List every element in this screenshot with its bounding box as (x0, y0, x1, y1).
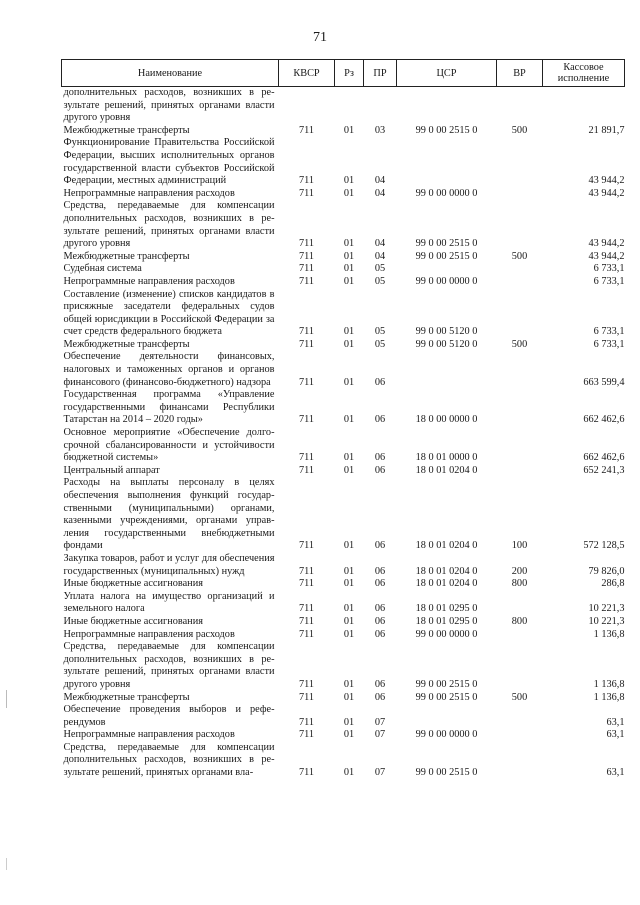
cell-amount: 43 944,2 (588, 175, 625, 187)
cell-name: Непрограммные направления расходов (63, 628, 235, 640)
table-row (62, 200, 625, 250)
cell-amount: 10 221,3 (588, 615, 625, 627)
cell-amount: 1 136,8 (593, 678, 625, 690)
table-row (62, 578, 625, 591)
cell-amount: 663 599,4 (583, 376, 625, 388)
cell-amount: 63,1 (606, 729, 625, 741)
cell-name: Основное мероприятие «Обеспечение долгосрочной сбалансированности и устойчивости бюджетной системы» (63, 427, 275, 464)
table-row (62, 251, 625, 264)
cell-csr: 18 0 01 0295 0 (415, 603, 478, 615)
table-header (62, 60, 625, 87)
cell-name: Иные бюджетные ассигнования (63, 615, 203, 627)
header-vr: ВР (497, 60, 543, 87)
cell-rz: 01 (343, 603, 355, 615)
cell-csr (397, 704, 497, 729)
header-name: Наименование (62, 60, 279, 87)
cell-amount: 652 241,3 (583, 464, 625, 476)
cell-name: Средства, передаваемые для компенсации дополнительных расходов, возникших в результате решений, принятых органами вла- (63, 741, 275, 779)
cell-kvsr: 711 (298, 175, 315, 187)
cell-pr: 07 (374, 767, 386, 779)
cell-kvsr: 711 (298, 464, 315, 476)
cell-rz: 01 (343, 540, 355, 552)
cell-pr: 07 (374, 716, 386, 728)
cell-rz: 01 (343, 678, 355, 690)
cell-rz: 01 (343, 338, 355, 350)
table-row (62, 641, 625, 691)
cell-name: Непрограммные направления расходов (63, 275, 235, 287)
cell-rz: 01 (343, 275, 355, 287)
table-row (62, 263, 625, 276)
cell-csr (397, 137, 497, 187)
cell-vr: 500 (511, 124, 528, 136)
cell-vr (497, 137, 543, 187)
cell-vr: 500 (511, 250, 528, 262)
cell-amount: 6 733,1 (593, 263, 625, 275)
cell-kvsr: 711 (298, 238, 315, 250)
cell-kvsr: 711 (298, 124, 315, 136)
cell-rz: 01 (343, 263, 355, 275)
table-row (62, 729, 625, 742)
cell-rz: 01 (343, 565, 355, 577)
table-row (62, 465, 625, 478)
cell-amount: 662 462,6 (583, 414, 625, 426)
cell-vr (497, 427, 543, 465)
cell-amount: 1 136,8 (593, 628, 625, 640)
cell-csr: 18 0 00 0000 0 (415, 414, 478, 426)
cell-amount: 572 128,5 (583, 540, 625, 552)
cell-kvsr: 711 (298, 326, 315, 338)
cell-name: Составление (изменение) списков кандидатов в присяжные заседатели федеральных судов общей юрисдикции в Российской Федерации за счет средств федерального бюджета (63, 288, 275, 338)
cell-kvsr: 711 (298, 263, 315, 275)
cell-vr: 800 (511, 578, 528, 590)
cell-amount: 43 944,2 (588, 187, 625, 199)
table-row (62, 389, 625, 427)
cell-kvsr: 711 (298, 615, 315, 627)
cell-csr: 18 0 01 0204 0 (415, 540, 478, 552)
cell-pr: 06 (374, 376, 386, 388)
table-row (62, 477, 625, 553)
cell-csr: 99 0 00 2515 0 (415, 767, 478, 779)
margin-mark (6, 858, 7, 870)
cell-amount: 6 733,1 (593, 275, 625, 287)
cell-amount: 43 944,2 (588, 250, 625, 262)
cell-kvsr: 711 (298, 678, 315, 690)
cell-amount: 286,8 (601, 578, 625, 590)
cell-pr (364, 87, 397, 125)
cell-rz: 01 (343, 615, 355, 627)
cell-rz: 01 (343, 175, 355, 187)
cell-name: Межбюджетные трансферты (63, 691, 190, 703)
cell-pr: 06 (374, 628, 386, 640)
cell-name: Межбюджетные трансферты (63, 250, 190, 262)
cell-kvsr: 711 (298, 691, 315, 703)
cell-csr: 99 0 00 5120 0 (415, 338, 478, 350)
cell-rz: 01 (343, 187, 355, 199)
cell-name: Непрограммные направления расходов (63, 187, 235, 199)
cell-csr: 99 0 00 2515 0 (415, 250, 478, 262)
cell-csr: 99 0 00 0000 0 (415, 729, 478, 741)
cell-pr: 03 (374, 124, 386, 136)
cell-csr: 99 0 00 0000 0 (415, 275, 478, 287)
cell-csr: 99 0 00 2515 0 (415, 238, 478, 250)
cell-pr: 06 (374, 540, 386, 552)
cell-kvsr: 711 (298, 729, 315, 741)
cell-pr: 05 (374, 326, 386, 338)
cell-vr (497, 729, 543, 742)
cell-pr: 06 (374, 452, 386, 464)
cell-name: дополнительных расходов, возникших в результате решений, принятых органами власти другого уровня (63, 87, 275, 124)
table-row (62, 616, 625, 629)
cell-kvsr: 711 (298, 628, 315, 640)
cell-pr: 05 (374, 275, 386, 287)
cell-name: Функционирование Правительства Российской Федерации, высших исполнительных органов государственной власти субъектов Российской Федерации, местных администраций (63, 137, 275, 187)
table-body (62, 87, 625, 780)
table-row (62, 591, 625, 616)
cell-vr: 100 (511, 540, 528, 552)
cell-kvsr: 711 (298, 250, 315, 262)
cell-pr: 06 (374, 578, 386, 590)
cell-vr: 500 (511, 338, 528, 350)
cell-csr: 99 0 00 5120 0 (415, 326, 478, 338)
cell-pr: 06 (374, 615, 386, 627)
cell-name: Межбюджетные трансферты (63, 124, 190, 136)
cell-pr: 06 (374, 603, 386, 615)
cell-kvsr: 711 (298, 414, 315, 426)
header-kvsr: КВСР (279, 60, 335, 87)
cell-rz: 01 (343, 628, 355, 640)
cell-kvsr: 711 (298, 452, 315, 464)
cell-rz: 01 (343, 464, 355, 476)
table-row (62, 553, 625, 578)
table-row (62, 137, 625, 187)
cell-amount: 21 891,7 (588, 124, 625, 136)
cell-vr (497, 351, 543, 389)
table-row (62, 742, 625, 780)
cell-vr (497, 641, 543, 691)
budget-execution-table (61, 59, 625, 780)
cell-name: Межбюджетные трансферты (63, 338, 190, 350)
cell-name: Центральный аппарат (63, 464, 160, 476)
cell-vr: 800 (511, 615, 528, 627)
table-row (62, 351, 625, 389)
cell-amount: 662 462,6 (583, 452, 625, 464)
cell-kvsr: 711 (298, 603, 315, 615)
cell-amount: 63,1 (606, 716, 625, 728)
cell-csr (397, 351, 497, 389)
cell-vr (497, 289, 543, 339)
cell-vr (497, 276, 543, 289)
cell-amount: 43 944,2 (588, 238, 625, 250)
cell-kvsr: 711 (298, 275, 315, 287)
cell-rz: 01 (343, 767, 355, 779)
cell-name: Закупка товаров, работ и услуг для обеспечения государственных (муниципальных) нужд (63, 552, 275, 577)
cell-kvsr: 711 (298, 338, 315, 350)
cell-pr: 06 (374, 565, 386, 577)
table-row (62, 289, 625, 339)
cell-amount: 10 221,3 (588, 603, 625, 615)
cell-csr: 99 0 00 0000 0 (415, 187, 478, 199)
cell-amount (543, 87, 625, 125)
table-row (62, 704, 625, 729)
cell-name: Уплата налога на имущество организаций и земельного налога (63, 590, 275, 615)
header-pr: ПР (364, 60, 397, 87)
cell-amount: 6 733,1 (593, 338, 625, 350)
cell-vr: 500 (511, 691, 528, 703)
cell-kvsr: 711 (298, 716, 315, 728)
cell-vr (497, 704, 543, 729)
table-row (62, 427, 625, 465)
cell-vr (497, 389, 543, 427)
table-row (62, 692, 625, 705)
header-rz: Рз (335, 60, 364, 87)
cell-name: Расходы на выплаты персоналу в целях обеспечения выполнения функций государственными (муниципальными) органами, казенными учреждениями, органами управления государственными внебюджетными фондами (63, 477, 275, 552)
margin-mark (6, 690, 7, 708)
cell-rz (335, 87, 364, 125)
cell-csr: 99 0 00 2515 0 (415, 678, 478, 690)
cell-pr: 05 (374, 338, 386, 350)
header-amount: Кассовое исполнение (543, 60, 625, 87)
cell-vr (497, 263, 543, 276)
cell-pr: 04 (374, 187, 386, 199)
cell-kvsr: 711 (298, 767, 315, 779)
cell-csr: 18 0 01 0204 0 (415, 578, 478, 590)
cell-vr (497, 200, 543, 250)
cell-kvsr: 711 (298, 376, 315, 388)
cell-rz: 01 (343, 691, 355, 703)
cell-rz: 01 (343, 250, 355, 262)
cell-rz: 01 (343, 414, 355, 426)
cell-rz: 01 (343, 452, 355, 464)
cell-name: Средства, передаваемые для компенсации дополнительных расходов, возникших в результате решений, принятых органами власти другого уровня (63, 200, 275, 250)
cell-kvsr: 711 (298, 565, 315, 577)
cell-rz: 01 (343, 578, 355, 590)
cell-name: Обеспечение деятельности финансовых, налоговых и таможенных органов и органов финансового (финансово-бюджетного) надзора (63, 351, 275, 388)
cell-rz: 01 (343, 326, 355, 338)
cell-amount: 79 826,0 (588, 565, 625, 577)
table-row (62, 188, 625, 201)
cell-rz: 01 (343, 729, 355, 741)
cell-rz: 01 (343, 376, 355, 388)
cell-rz: 01 (343, 716, 355, 728)
table-row (62, 339, 625, 352)
cell-name: Иные бюджетные ассигнования (63, 578, 203, 590)
cell-csr (397, 263, 497, 276)
table-row (62, 125, 625, 138)
cell-kvsr: 711 (298, 540, 315, 552)
cell-csr: 99 0 00 0000 0 (415, 628, 478, 640)
cell-name: Судебная система (63, 263, 142, 275)
cell-amount: 1 136,8 (593, 691, 625, 703)
cell-name: Государственная программа «Управление государственными финансами Республики Татарстан на 2014 – 2020 годы» (63, 389, 275, 426)
cell-pr: 06 (374, 464, 386, 476)
cell-pr: 07 (374, 729, 386, 741)
cell-csr: 18 0 01 0204 0 (415, 565, 478, 577)
cell-vr (497, 188, 543, 201)
cell-kvsr: 711 (298, 187, 315, 199)
cell-vr (497, 742, 543, 780)
cell-pr: 04 (374, 175, 386, 187)
cell-rz: 01 (343, 124, 355, 136)
cell-vr (497, 591, 543, 616)
cell-kvsr (279, 87, 335, 125)
cell-pr: 06 (374, 678, 386, 690)
page-number: 71 (313, 30, 327, 45)
cell-pr: 04 (374, 250, 386, 262)
cell-amount: 6 733,1 (593, 326, 625, 338)
cell-name: Средства, передаваемые для компенсации дополнительных расходов, возникших в результате решений, принятых органами власти другого уровня (63, 641, 275, 690)
table-row (62, 629, 625, 642)
table-row (62, 87, 625, 125)
cell-csr (397, 87, 497, 125)
cell-kvsr: 711 (298, 578, 315, 590)
cell-csr: 18 0 01 0204 0 (415, 464, 478, 476)
cell-amount: 63,1 (606, 767, 625, 779)
cell-vr (497, 465, 543, 478)
cell-csr: 18 0 01 0295 0 (415, 615, 478, 627)
cell-name: Обеспечение проведения выборов и референдумов (63, 704, 275, 728)
cell-pr: 06 (374, 414, 386, 426)
table-row (62, 276, 625, 289)
cell-csr: 99 0 00 2515 0 (415, 124, 478, 136)
cell-vr (497, 87, 543, 125)
cell-csr: 99 0 00 2515 0 (415, 691, 478, 703)
cell-pr: 05 (374, 263, 386, 275)
cell-name: Непрограммные направления расходов (63, 729, 235, 741)
cell-csr: 18 0 01 0000 0 (415, 452, 478, 464)
cell-rz: 01 (343, 238, 355, 250)
cell-pr: 06 (374, 691, 386, 703)
cell-vr: 200 (511, 565, 528, 577)
header-csr: ЦСР (397, 60, 497, 87)
cell-vr (497, 629, 543, 642)
cell-pr: 04 (374, 238, 386, 250)
